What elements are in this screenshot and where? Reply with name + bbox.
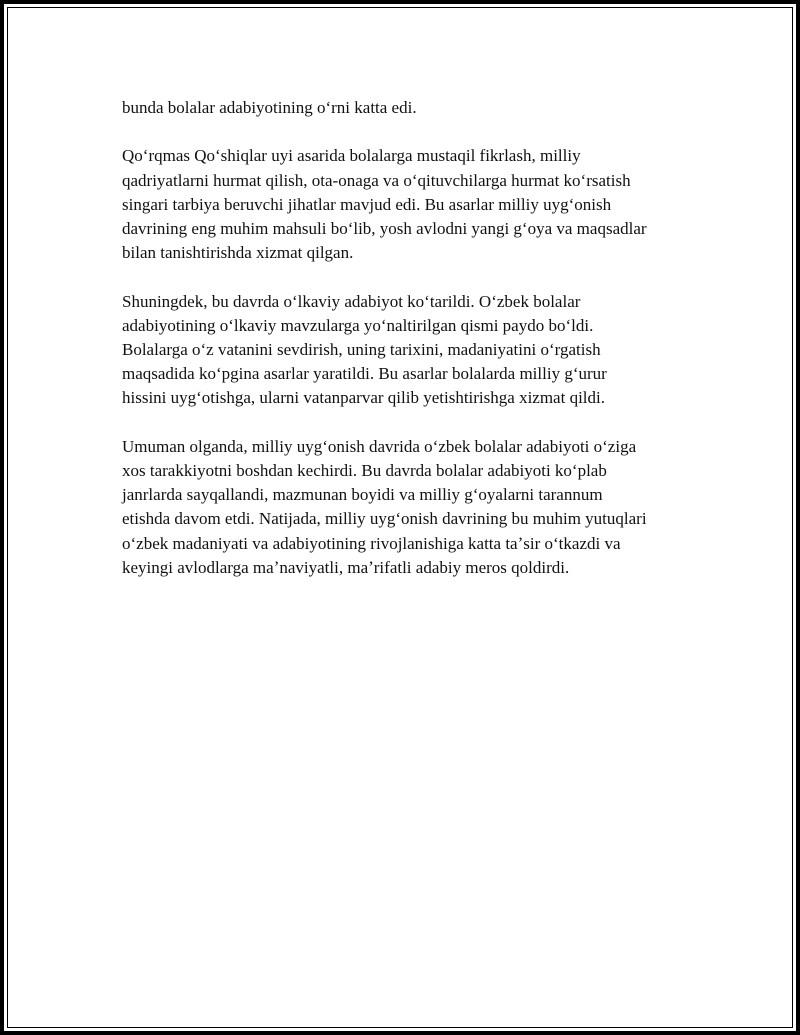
text-line: davrining eng muhim mahsuli boʻlib, yosh avlodni yangi gʻoya va maqsadlar bbox=[122, 219, 647, 238]
text-line: oʻzbek madaniyati va adabiyotining rivojlanishiga katta taʼsir oʻtkazdi va bbox=[122, 533, 621, 553]
text-line: Bolalarga oʻz vatanini sevdirish, uning tarixini, madaniyatini oʻrgatish bbox=[122, 340, 601, 359]
paragraph-4 bbox=[122, 435, 702, 580]
text-line: Shuningdek, bu davrda oʻlkaviy adabiyot koʻtarildi. Oʻzbek bolalar bbox=[122, 291, 581, 311]
text-line: adabiyotining oʻlkaviy mavzularga yoʻnaltirilgan qismi paydo boʻldi. bbox=[122, 315, 594, 335]
text-line: janrlarda sayqallandi, mazmunan boyidi va milliy gʻoyalarni tarannum bbox=[122, 485, 603, 505]
text-line: bunda bolalar adabiyotining oʻrni katta edi. bbox=[122, 98, 417, 117]
text-line: singari tarbiya beruvchi jihatlar mavjud edi. Bu asarlar milliy uygʻonish bbox=[122, 194, 612, 214]
text-line: etishda davom etdi. Natijada, milliy uygʻonish davrining bu muhim yutuqlari bbox=[122, 509, 647, 529]
text-line: hissini uygʻotishga, ularni vatanparvar qilib yetishtirishga xizmat qildi. bbox=[122, 388, 605, 408]
page-body bbox=[122, 96, 702, 604]
text-line: bilan tanishtirishda xizmat qilgan. bbox=[122, 243, 354, 263]
paragraph-2 bbox=[122, 144, 702, 265]
text-line: Umuman olganda, milliy uygʻonish davrida oʻzbek bolalar adabiyoti oʻziga bbox=[122, 436, 637, 456]
text-line: maqsadida koʻpgina asarlar yaratildi. Bu asarlar bolalarda milliy gʻurur bbox=[122, 364, 607, 384]
paragraph-1 bbox=[122, 96, 702, 120]
text-line: Qoʻrqmas Qoʻshiqlar uyi asarida bolalarga mustaqil fikrlash, milliy bbox=[122, 146, 581, 166]
text-line: xos tarakkiyotni boshdan kechirdi. Bu davrda bolalar adabiyoti koʻplab bbox=[122, 461, 607, 480]
paragraph-3 bbox=[122, 290, 702, 411]
text-line: keyingi avlodlarga maʼnaviyatli, maʼrifatli adabiy meros qoldirdi. bbox=[122, 557, 570, 577]
text-line: qadriyatlarni hurmat qilish, ota-onaga va oʻqituvchilarga hurmat koʻrsatish bbox=[122, 170, 631, 190]
